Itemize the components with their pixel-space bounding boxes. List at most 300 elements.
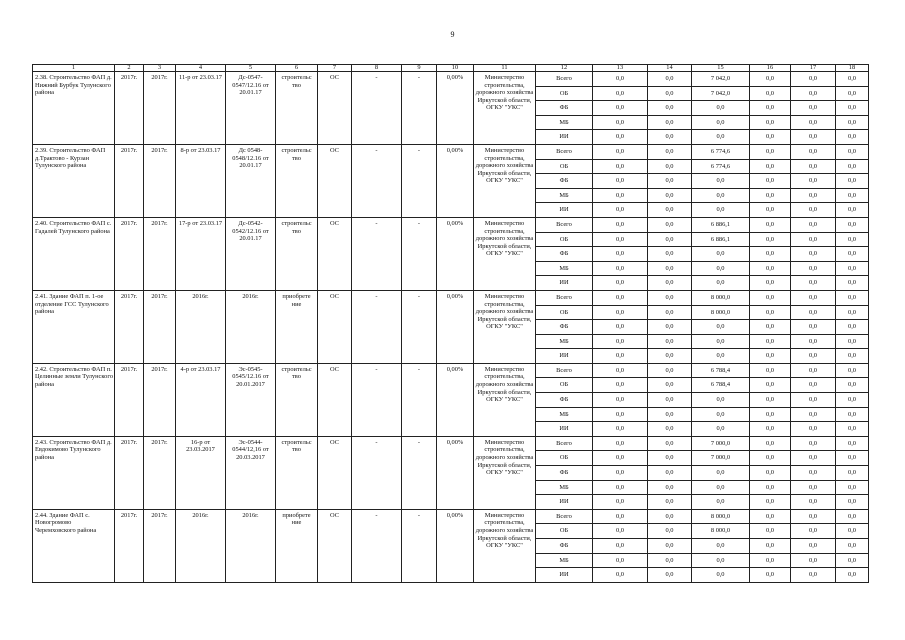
table-row <box>33 509 869 524</box>
column-number: 9 <box>402 65 437 72</box>
end-year: 2017г. <box>144 72 176 145</box>
work-type: строительс тво <box>276 217 318 290</box>
amount-cell: 0,0 <box>692 320 750 335</box>
funding-source-label: Всего <box>536 290 593 305</box>
col9-value: - <box>402 217 437 290</box>
col9-value: - <box>402 144 437 217</box>
amount-cell: 0,0 <box>791 130 836 145</box>
amount-cell: 0,0 <box>593 495 648 510</box>
amount-cell: 0,0 <box>836 130 869 145</box>
amount-cell: 0,0 <box>692 495 750 510</box>
amount-cell: 0,0 <box>692 174 750 189</box>
work-type: строительс тво <box>276 436 318 509</box>
percent-value: 0,00% <box>437 144 474 217</box>
funding-source-label: ИИ <box>536 130 593 145</box>
amount-cell: 0,0 <box>791 217 836 232</box>
amount-cell: 0,0 <box>836 290 869 305</box>
amount-cell: 0,0 <box>648 247 692 262</box>
amount-cell: 0,0 <box>593 509 648 524</box>
fund-type: ОС <box>318 217 352 290</box>
funding-source-label: ИИ <box>536 568 593 583</box>
amount-cell: 0,0 <box>791 247 836 262</box>
amount-cell: 0,0 <box>648 305 692 320</box>
end-year: 2017г. <box>144 144 176 217</box>
column-number: 7 <box>318 65 352 72</box>
document-ref: 2016г. <box>226 290 276 363</box>
amount-cell: 0,0 <box>791 188 836 203</box>
amount-cell: 0,0 <box>593 232 648 247</box>
amount-cell: 0,0 <box>593 144 648 159</box>
col8-value: - <box>352 509 402 582</box>
amount-cell: 0,0 <box>648 86 692 101</box>
percent-value: 0,00% <box>437 363 474 436</box>
percent-value: 0,00% <box>437 509 474 582</box>
amount-cell: 0,0 <box>593 101 648 116</box>
column-number: 1 <box>33 65 115 72</box>
amount-cell: 0,0 <box>648 568 692 583</box>
amount-cell: 6 886,1 <box>692 232 750 247</box>
funding-source-label: ИИ <box>536 276 593 291</box>
amount-cell: 0,0 <box>648 407 692 422</box>
col8-value: - <box>352 363 402 436</box>
funding-source-label: ОБ <box>536 86 593 101</box>
amount-cell: 0,0 <box>750 509 791 524</box>
column-number: 8 <box>352 65 402 72</box>
start-year: 2017г. <box>115 72 144 145</box>
amount-cell: 0,0 <box>836 363 869 378</box>
amount-cell: 0,0 <box>836 203 869 218</box>
start-year: 2017г. <box>115 290 144 363</box>
column-number: 16 <box>750 65 791 72</box>
amount-cell: 0,0 <box>593 524 648 539</box>
amount-cell: 0,0 <box>750 217 791 232</box>
amount-cell: 0,0 <box>648 159 692 174</box>
amount-cell: 0,0 <box>750 436 791 451</box>
column-number: 12 <box>536 65 593 72</box>
amount-cell: 0,0 <box>593 480 648 495</box>
amount-cell: 0,0 <box>836 436 869 451</box>
amount-cell: 0,0 <box>750 539 791 554</box>
amount-cell: 0,0 <box>648 422 692 437</box>
fund-type: ОС <box>318 72 352 145</box>
amount-cell: 0,0 <box>648 436 692 451</box>
amount-cell: 0,0 <box>791 101 836 116</box>
work-type: строительс тво <box>276 72 318 145</box>
amount-cell: 6 788,4 <box>692 378 750 393</box>
col9-value: - <box>402 72 437 145</box>
amount-cell: 0,0 <box>836 466 869 481</box>
funding-source-label: ИИ <box>536 422 593 437</box>
amount-cell: 0,0 <box>791 144 836 159</box>
funding-source-label: ОБ <box>536 378 593 393</box>
funding-source-label: ФБ <box>536 247 593 262</box>
amount-cell: 0,0 <box>836 144 869 159</box>
funding-source-label: Всего <box>536 72 593 87</box>
amount-cell: 0,0 <box>593 378 648 393</box>
amount-cell: 0,0 <box>750 568 791 583</box>
amount-cell: 0,0 <box>593 261 648 276</box>
table-row <box>33 144 869 159</box>
amount-cell: 0,0 <box>648 524 692 539</box>
funding-source-label: ОБ <box>536 451 593 466</box>
amount-cell: 0,0 <box>593 407 648 422</box>
col8-value: - <box>352 72 402 145</box>
amount-cell: 0,0 <box>593 188 648 203</box>
amount-cell: 0,0 <box>750 247 791 262</box>
funding-source-label: МБ <box>536 480 593 495</box>
amount-cell: 0,0 <box>593 217 648 232</box>
amount-cell: 0,0 <box>791 451 836 466</box>
amount-cell: 0,0 <box>593 539 648 554</box>
amount-cell: 0,0 <box>836 101 869 116</box>
funding-source-label: МБ <box>536 334 593 349</box>
amount-cell: 0,0 <box>648 495 692 510</box>
funding-source-label: Всего <box>536 436 593 451</box>
amount-cell: 0,0 <box>648 217 692 232</box>
col9-value: - <box>402 509 437 582</box>
column-number: 18 <box>836 65 869 72</box>
table-row <box>33 217 869 232</box>
project-name: 2.41. Здание ФАП п. 1-ое отделение ГСС Тулунского района <box>33 290 115 363</box>
funding-source-label: МБ <box>536 188 593 203</box>
funding-source-label: Всего <box>536 509 593 524</box>
amount-cell: 6 788,4 <box>692 363 750 378</box>
amount-cell: 0,0 <box>593 422 648 437</box>
amount-cell: 0,0 <box>791 349 836 364</box>
col9-value: - <box>402 363 437 436</box>
amount-cell: 0,0 <box>791 232 836 247</box>
funding-source-label: ИИ <box>536 349 593 364</box>
funding-source-label: МБ <box>536 261 593 276</box>
amount-cell: 0,0 <box>648 276 692 291</box>
amount-cell: 0,0 <box>836 276 869 291</box>
document-ref: Дс 0548-0548/12.16 от 20.01.17 <box>226 144 276 217</box>
col8-value: - <box>352 144 402 217</box>
amount-cell: 0,0 <box>648 115 692 130</box>
fund-type: ОС <box>318 144 352 217</box>
amount-cell: 0,0 <box>750 159 791 174</box>
amount-cell: 0,0 <box>750 378 791 393</box>
table-row <box>33 72 869 87</box>
amount-cell: 0,0 <box>692 203 750 218</box>
amount-cell: 8 000,0 <box>692 305 750 320</box>
amount-cell: 0,0 <box>648 320 692 335</box>
amount-cell: 0,0 <box>750 86 791 101</box>
amount-cell: 0,0 <box>791 378 836 393</box>
column-number: 17 <box>791 65 836 72</box>
responsible-agency: Министерство строительства, дорожного хозяйства Иркутской области, ОГКУ "УКС" <box>474 363 536 436</box>
amount-cell: 0,0 <box>750 407 791 422</box>
amount-cell: 7 042,0 <box>692 72 750 87</box>
amount-cell: 0,0 <box>692 188 750 203</box>
responsible-agency: Министерство строительства, дорожного хозяйства Иркутской области, ОГКУ "УКС" <box>474 217 536 290</box>
amount-cell: 0,0 <box>836 247 869 262</box>
responsible-agency: Министерство строительства, дорожного хозяйства Иркутской области, ОГКУ "УКС" <box>474 436 536 509</box>
amount-cell: 0,0 <box>750 232 791 247</box>
amount-cell: 0,0 <box>836 422 869 437</box>
end-year: 2017г. <box>144 217 176 290</box>
amount-cell: 0,0 <box>692 480 750 495</box>
amount-cell: 0,0 <box>750 203 791 218</box>
col8-value: - <box>352 436 402 509</box>
amount-cell: 0,0 <box>648 451 692 466</box>
funding-source-label: ФБ <box>536 174 593 189</box>
amount-cell: 0,0 <box>593 568 648 583</box>
amount-cell: 0,0 <box>593 466 648 481</box>
amount-cell: 0,0 <box>791 86 836 101</box>
amount-cell: 6 774,6 <box>692 159 750 174</box>
percent-value: 0,00% <box>437 72 474 145</box>
amount-cell: 0,0 <box>593 72 648 87</box>
col9-value: - <box>402 290 437 363</box>
amount-cell: 0,0 <box>692 568 750 583</box>
column-number-row <box>33 65 869 72</box>
amount-cell: 0,0 <box>836 495 869 510</box>
amount-cell: 0,0 <box>791 422 836 437</box>
amount-cell: 0,0 <box>593 393 648 408</box>
amount-cell: 0,0 <box>836 524 869 539</box>
column-number: 6 <box>276 65 318 72</box>
amount-cell: 0,0 <box>836 349 869 364</box>
end-year: 2017г. <box>144 363 176 436</box>
amount-cell: 0,0 <box>750 349 791 364</box>
start-year: 2017г. <box>115 363 144 436</box>
order-ref: 11-р от 23.03.17 <box>176 72 226 145</box>
funding-source-label: ОБ <box>536 159 593 174</box>
amount-cell: 0,0 <box>836 539 869 554</box>
amount-cell: 0,0 <box>750 422 791 437</box>
document-ref: Дс-0547-0547/12.16 от 20.01.17 <box>226 72 276 145</box>
amount-cell: 0,0 <box>750 466 791 481</box>
funding-source-label: Всего <box>536 144 593 159</box>
amount-cell: 0,0 <box>750 290 791 305</box>
amount-cell: 8 000,0 <box>692 509 750 524</box>
fund-type: ОС <box>318 436 352 509</box>
funding-source-label: Всего <box>536 217 593 232</box>
order-ref: 17-р от 23.03.17 <box>176 217 226 290</box>
responsible-agency: Министерство строительства, дорожного хозяйства Иркутской области, ОГКУ "УКС" <box>474 509 536 582</box>
responsible-agency: Министерство строительства, дорожного хозяйства Иркутской области, ОГКУ "УКС" <box>474 290 536 363</box>
column-number: 4 <box>176 65 226 72</box>
end-year: 2017г. <box>144 290 176 363</box>
funding-source-label: ОБ <box>536 232 593 247</box>
amount-cell: 0,0 <box>593 247 648 262</box>
amount-cell: 0,0 <box>692 466 750 481</box>
document-ref: Эс-0545-0545/12.16 от 20.01.2017 <box>226 363 276 436</box>
amount-cell: 0,0 <box>692 422 750 437</box>
amount-cell: 0,0 <box>836 159 869 174</box>
column-number: 2 <box>115 65 144 72</box>
amount-cell: 0,0 <box>750 320 791 335</box>
amount-cell: 0,0 <box>836 217 869 232</box>
funding-source-label: МБ <box>536 407 593 422</box>
amount-cell: 0,0 <box>648 378 692 393</box>
amount-cell: 0,0 <box>836 320 869 335</box>
start-year: 2017г. <box>115 144 144 217</box>
amount-cell: 0,0 <box>648 290 692 305</box>
amount-cell: 0,0 <box>750 305 791 320</box>
amount-cell: 0,0 <box>791 509 836 524</box>
amount-cell: 0,0 <box>836 86 869 101</box>
amount-cell: 0,0 <box>648 334 692 349</box>
amount-cell: 0,0 <box>791 568 836 583</box>
amount-cell: 0,0 <box>791 72 836 87</box>
funding-source-label: ФБ <box>536 539 593 554</box>
work-type: строительс тво <box>276 144 318 217</box>
amount-cell: 0,0 <box>692 261 750 276</box>
table-row <box>33 363 869 378</box>
start-year: 2017г. <box>115 217 144 290</box>
responsible-agency: Министерство строительства, дорожного хозяйства Иркутской области, ОГКУ "УКС" <box>474 144 536 217</box>
order-ref: 2016г. <box>176 509 226 582</box>
column-number: 13 <box>593 65 648 72</box>
amount-cell: 0,0 <box>648 466 692 481</box>
amount-cell: 0,0 <box>836 553 869 568</box>
amount-cell: 0,0 <box>750 174 791 189</box>
end-year: 2017г. <box>144 436 176 509</box>
amount-cell: 0,0 <box>750 480 791 495</box>
amount-cell: 0,0 <box>750 101 791 116</box>
amount-cell: 0,0 <box>836 407 869 422</box>
amount-cell: 6 774,6 <box>692 144 750 159</box>
funding-source-label: ОБ <box>536 305 593 320</box>
amount-cell: 0,0 <box>750 363 791 378</box>
fund-type: ОС <box>318 363 352 436</box>
funding-source-label: ИИ <box>536 495 593 510</box>
amount-cell: 0,0 <box>648 232 692 247</box>
amount-cell: 0,0 <box>836 451 869 466</box>
amount-cell: 0,0 <box>791 276 836 291</box>
project-name: 2.38. Строительство ФАП д. Нижний Бурбук Тулунского района <box>33 72 115 145</box>
budget-table <box>32 64 869 583</box>
amount-cell: 0,0 <box>593 305 648 320</box>
amount-cell: 0,0 <box>692 553 750 568</box>
amount-cell: 0,0 <box>836 115 869 130</box>
amount-cell: 0,0 <box>836 174 869 189</box>
funding-source-label: ФБ <box>536 101 593 116</box>
amount-cell: 0,0 <box>648 480 692 495</box>
amount-cell: 0,0 <box>791 290 836 305</box>
amount-cell: 0,0 <box>791 174 836 189</box>
amount-cell: 0,0 <box>692 349 750 364</box>
amount-cell: 0,0 <box>648 261 692 276</box>
project-name: 2.42. Строительство ФАП п. Целинные земли Тулунского района <box>33 363 115 436</box>
amount-cell: 0,0 <box>692 407 750 422</box>
document-ref: Эс-0544-0544/12,16 от 20.03.2017 <box>226 436 276 509</box>
amount-cell: 0,0 <box>791 553 836 568</box>
table-row <box>33 436 869 451</box>
amount-cell: 0,0 <box>648 539 692 554</box>
amount-cell: 0,0 <box>648 363 692 378</box>
funding-source-label: МБ <box>536 553 593 568</box>
project-name: 2.40. Строительство ФАП с. Гадалей Тулунского района <box>33 217 115 290</box>
amount-cell: 0,0 <box>692 334 750 349</box>
amount-cell: 0,0 <box>593 115 648 130</box>
fund-type: ОС <box>318 290 352 363</box>
work-type: строительс тво <box>276 363 318 436</box>
amount-cell: 0,0 <box>648 174 692 189</box>
amount-cell: 0,0 <box>593 203 648 218</box>
amount-cell: 0,0 <box>750 72 791 87</box>
amount-cell: 0,0 <box>593 290 648 305</box>
amount-cell: 0,0 <box>593 553 648 568</box>
amount-cell: 0,0 <box>791 305 836 320</box>
amount-cell: 0,0 <box>750 261 791 276</box>
funding-source-label: МБ <box>536 115 593 130</box>
amount-cell: 0,0 <box>593 349 648 364</box>
amount-cell: 0,0 <box>836 509 869 524</box>
amount-cell: 0,0 <box>648 203 692 218</box>
amount-cell: 0,0 <box>750 553 791 568</box>
amount-cell: 0,0 <box>593 451 648 466</box>
amount-cell: 0,0 <box>791 407 836 422</box>
amount-cell: 0,0 <box>791 466 836 481</box>
amount-cell: 0,0 <box>750 524 791 539</box>
percent-value: 0,00% <box>437 436 474 509</box>
amount-cell: 0,0 <box>836 188 869 203</box>
work-type: приобрете ние <box>276 290 318 363</box>
order-ref: 2016г. <box>176 290 226 363</box>
amount-cell: 0,0 <box>791 539 836 554</box>
column-number: 14 <box>648 65 692 72</box>
amount-cell: 0,0 <box>836 261 869 276</box>
amount-cell: 0,0 <box>791 393 836 408</box>
amount-cell: 0,0 <box>648 393 692 408</box>
amount-cell: 0,0 <box>750 188 791 203</box>
amount-cell: 0,0 <box>593 320 648 335</box>
amount-cell: 0,0 <box>692 393 750 408</box>
document-ref: Дс-0542-0542/12.16 от 20.01.17 <box>226 217 276 290</box>
amount-cell: 0,0 <box>791 436 836 451</box>
amount-cell: 0,0 <box>836 568 869 583</box>
amount-cell: 0,0 <box>593 334 648 349</box>
amount-cell: 0,0 <box>593 130 648 145</box>
amount-cell: 0,0 <box>836 480 869 495</box>
order-ref: 16-р от 23.03.2017 <box>176 436 226 509</box>
amount-cell: 0,0 <box>836 393 869 408</box>
amount-cell: 7 000,0 <box>692 451 750 466</box>
amount-cell: 0,0 <box>692 101 750 116</box>
amount-cell: 0,0 <box>791 115 836 130</box>
amount-cell: 0,0 <box>836 378 869 393</box>
funding-source-label: ФБ <box>536 393 593 408</box>
amount-cell: 0,0 <box>791 261 836 276</box>
amount-cell: 0,0 <box>791 203 836 218</box>
amount-cell: 8 000,0 <box>692 524 750 539</box>
page-number: 9 <box>450 30 455 39</box>
start-year: 2017г. <box>115 436 144 509</box>
column-number: 3 <box>144 65 176 72</box>
amount-cell: 0,0 <box>692 276 750 291</box>
end-year: 2017г. <box>144 509 176 582</box>
column-number: 10 <box>437 65 474 72</box>
order-ref: 8-р от 23.03.17 <box>176 144 226 217</box>
amount-cell: 0,0 <box>648 553 692 568</box>
amount-cell: 0,0 <box>791 320 836 335</box>
amount-cell: 0,0 <box>692 247 750 262</box>
table-row <box>33 290 869 305</box>
responsible-agency: Министерство строительства, дорожного хозяйства Иркутской области, ОГКУ "УКС" <box>474 72 536 145</box>
amount-cell: 0,0 <box>836 72 869 87</box>
amount-cell: 7 042,0 <box>692 86 750 101</box>
amount-cell: 0,0 <box>791 159 836 174</box>
amount-cell: 0,0 <box>648 509 692 524</box>
document-ref: 2016г. <box>226 509 276 582</box>
amount-cell: 0,0 <box>836 305 869 320</box>
amount-cell: 0,0 <box>836 334 869 349</box>
amount-cell: 0,0 <box>750 451 791 466</box>
amount-cell: 0,0 <box>791 334 836 349</box>
